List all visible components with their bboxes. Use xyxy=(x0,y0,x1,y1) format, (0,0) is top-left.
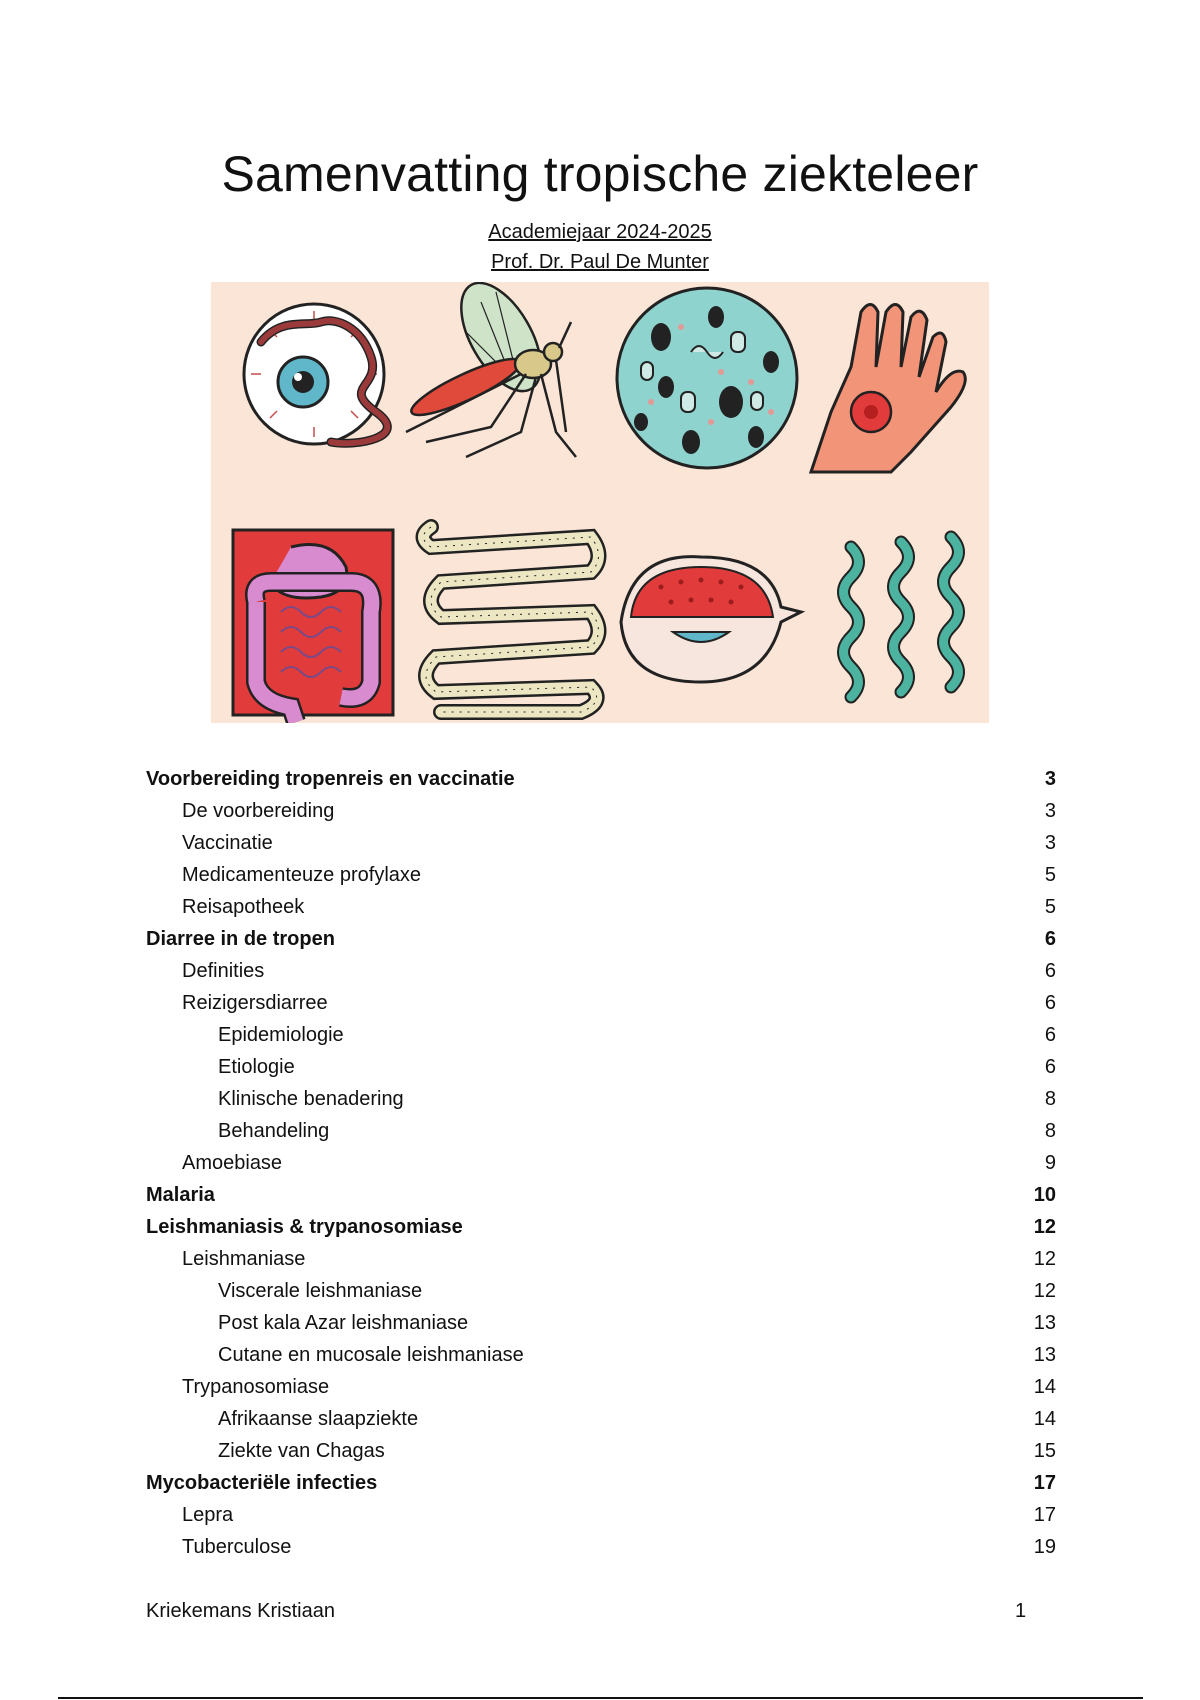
toc-entry-label: Amoebiase xyxy=(182,1152,283,1174)
toc-entry-page: 14 xyxy=(1033,1408,1056,1430)
toc-entry-page: 12 xyxy=(1033,1216,1056,1238)
toc-entry[interactable] xyxy=(146,1147,1056,1179)
toc-entry[interactable] xyxy=(146,891,1056,923)
footer-divider xyxy=(58,1697,1143,1699)
mosquito-icon xyxy=(406,282,576,457)
toc-entry-label: Diarree in de tropen xyxy=(146,928,335,950)
toc-entry-page: 15 xyxy=(1033,1440,1056,1462)
toc-entry-page: 13 xyxy=(1033,1344,1056,1366)
toc-entry-label: Definities xyxy=(182,960,265,982)
toc-entry-page: 8 xyxy=(1044,1120,1056,1142)
toc-entry-page: 10 xyxy=(1033,1184,1056,1206)
toc-entry[interactable] xyxy=(146,1339,1056,1371)
toc-entry-page: 12 xyxy=(1033,1280,1056,1302)
toc-entry-label: Ziekte van Chagas xyxy=(218,1440,385,1462)
toc-entry-page: 9 xyxy=(1044,1152,1056,1174)
professor-name: Prof. Dr. Paul De Munter xyxy=(491,251,709,273)
toc-entry-page: 12 xyxy=(1033,1248,1056,1270)
toc-entry-page: 19 xyxy=(1033,1536,1056,1558)
toc-entry-label: Behandeling xyxy=(218,1120,330,1142)
table-of-contents xyxy=(146,763,1056,1563)
toc-entry[interactable] xyxy=(146,1051,1056,1083)
footer-page-number: 1 xyxy=(1015,1600,1027,1622)
tapeworm-icon xyxy=(424,527,599,712)
toc-entry[interactable] xyxy=(146,955,1056,987)
toc-entry-label: Mycobacteriële infecties xyxy=(146,1472,378,1494)
toc-entry-label: Viscerale leishmaniase xyxy=(218,1280,423,1302)
toc-entry-page: 8 xyxy=(1044,1088,1056,1110)
toc-entry-page: 6 xyxy=(1044,960,1056,982)
toc-entry[interactable] xyxy=(146,923,1056,955)
toc-entry-page: 3 xyxy=(1044,800,1056,822)
toc-entry-page: 14 xyxy=(1033,1376,1056,1398)
toc-entry-page: 5 xyxy=(1044,896,1056,918)
toc-entry[interactable] xyxy=(146,827,1056,859)
spiral-bacteria-icon xyxy=(844,537,959,697)
toc-entry-label: Afrikaanse slaapziekte xyxy=(218,1408,419,1430)
toc-entry-label: Leishmaniase xyxy=(182,1248,306,1270)
toc-entry-label: Cutane en mucosale leishmaniase xyxy=(218,1344,524,1366)
toc-entry[interactable] xyxy=(146,1307,1056,1339)
toc-entry-label: Klinische benadering xyxy=(218,1088,404,1110)
footer-author: Kriekemans Kristiaan xyxy=(146,1600,335,1622)
toc-entry-label: Voorbereiding tropenreis en vaccinatie xyxy=(146,768,515,790)
toc-entry-page: 17 xyxy=(1033,1472,1056,1494)
toc-entry-label: Medicamenteuze profylaxe xyxy=(182,864,422,886)
toc-entry[interactable] xyxy=(146,1179,1056,1211)
toc-entry[interactable] xyxy=(146,1467,1056,1499)
toc-entry[interactable] xyxy=(146,1243,1056,1275)
eyeball-with-worm-icon xyxy=(244,304,387,444)
toc-entry[interactable] xyxy=(146,1435,1056,1467)
hand-with-lesion-icon xyxy=(811,305,965,473)
toc-entry-page: 6 xyxy=(1044,928,1056,950)
toc-entry[interactable] xyxy=(146,1019,1056,1051)
toc-entry[interactable] xyxy=(146,1083,1056,1115)
toc-entry-label: Reisapotheek xyxy=(182,896,305,918)
toc-entry-label: Leishmaniasis & trypanosomiase xyxy=(146,1216,463,1238)
toc-entry[interactable] xyxy=(146,795,1056,827)
toc-entry-label: Lepra xyxy=(182,1504,234,1526)
toc-entry-label: Reizigersdiarree xyxy=(182,992,328,1014)
toc-entry-label: Etiologie xyxy=(218,1056,295,1078)
lemon-shaped-egg-icon xyxy=(621,557,801,682)
toc-entry-page: 6 xyxy=(1044,1056,1056,1078)
cover-illustration xyxy=(211,282,989,723)
toc-entry-page: 3 xyxy=(1044,832,1056,854)
toc-entry-label: Tuberculose xyxy=(182,1536,292,1558)
toc-entry[interactable] xyxy=(146,763,1056,795)
toc-entry-label: Vaccinatie xyxy=(182,832,273,854)
toc-entry-page: 13 xyxy=(1033,1312,1056,1334)
academic-year: Academiejaar 2024-2025 xyxy=(488,221,712,243)
toc-entry[interactable] xyxy=(146,859,1056,891)
toc-entry[interactable] xyxy=(146,1211,1056,1243)
toc-entry-page: 17 xyxy=(1033,1504,1056,1526)
toc-entry-label: Trypanosomiase xyxy=(182,1376,330,1398)
toc-entry-label: De voorbereiding xyxy=(182,800,335,822)
toc-entry-label: Epidemiologie xyxy=(218,1024,344,1046)
toc-entry-label: Post kala Azar leishmaniase xyxy=(218,1312,469,1334)
cell-with-parasites-icon xyxy=(617,288,797,468)
intestines-icon xyxy=(233,530,393,722)
toc-entry[interactable] xyxy=(146,1371,1056,1403)
toc-entry-page: 6 xyxy=(1044,992,1056,1014)
toc-entry-page: 6 xyxy=(1044,1024,1056,1046)
document-title: Samenvatting tropische ziekteleer xyxy=(221,146,979,202)
toc-entry[interactable] xyxy=(146,1531,1056,1563)
toc-entry[interactable] xyxy=(146,1115,1056,1147)
toc-entry[interactable] xyxy=(146,987,1056,1019)
toc-entry-page: 5 xyxy=(1044,864,1056,886)
toc-entry-page: 3 xyxy=(1044,768,1056,790)
toc-entry[interactable] xyxy=(146,1403,1056,1435)
toc-entry[interactable] xyxy=(146,1499,1056,1531)
toc-entry[interactable] xyxy=(146,1275,1056,1307)
toc-entry-label: Malaria xyxy=(146,1184,215,1206)
